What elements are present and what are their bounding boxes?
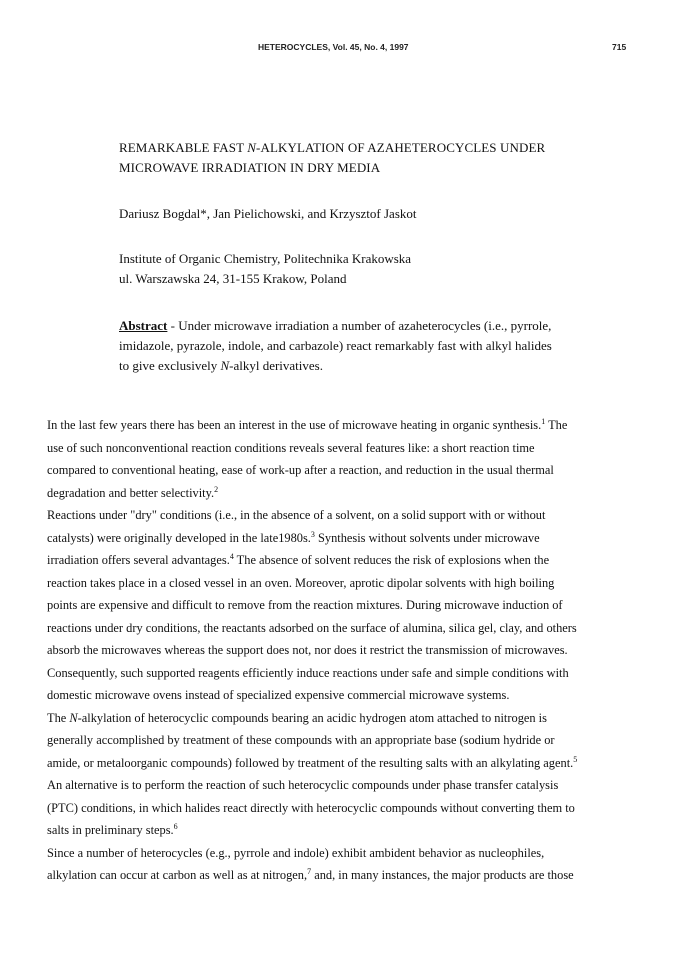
citation-marker: 2 <box>214 484 219 494</box>
running-header <box>0 42 688 58</box>
abstract-line-3: to give exclusively N-alkyl derivatives. <box>119 358 323 373</box>
body-line: degradation and better selectivity.$^2$ <box>47 484 219 500</box>
body-line: alkylation can occur at carbon as well as at nitrogen,$^7$ and, in many instances, the major products are those <box>47 866 574 882</box>
abstract <box>119 316 619 376</box>
journal-citation: HETEROCYCLES, Vol. 45, No. 4, 1997 <box>258 42 409 52</box>
body-line: Consequently, such supported reagents efficiently induce reactions under safe and simple conditions with <box>47 665 569 680</box>
body-line: Reactions under "dry" conditions (i.e., in the absence of a solvent, on a solid support with or without <box>47 508 546 522</box>
body-line: reaction takes place in a closed vessel in an oven. Moreover, aprotic dipolar solvents with high boiling <box>47 575 555 590</box>
body-line: domestic microwave ovens instead of specialized expensive commercial microwave systems. <box>47 688 510 702</box>
body-line: Since a number of heterocycles (e.g., pyrrole and indole) exhibit ambident behavior as nucleophiles, <box>47 845 545 860</box>
title-line-2: MICROWAVE IRRADIATION IN DRY MEDIA <box>119 160 381 175</box>
citation-marker: 4 <box>229 551 234 561</box>
citation-marker: 3 <box>310 529 315 539</box>
abstract-label: Abstract <box>119 318 168 333</box>
body-line: reactions under dry conditions, the reactants adsorbed on the surface of alumina, silica gel, clay, and others <box>47 620 577 635</box>
body-line: generally accomplished by treatment of these compounds with an appropriate base (sodium hydride or <box>47 733 555 747</box>
body-line: The N-alkylation of heterocyclic compounds bearing an acidic hydrogen atom attached to nitrogen is <box>47 710 547 725</box>
body-line: In the last few years there has been an interest in the use of microwave heating in organic synthesis.$^1$ The <box>47 416 568 432</box>
body-line: salts in preliminary steps.$^6$ <box>47 821 178 837</box>
body-text <box>47 414 647 887</box>
body-line: irradiation offers several advantages.$^4$ The absence of solvent reduces the risk of explosions when the <box>47 551 550 567</box>
body-line: use of such nonconventional reaction conditions reveals several features like: a short reaction time <box>47 440 535 455</box>
citation-marker: 7 <box>307 866 312 876</box>
citation-marker: 5 <box>573 754 578 764</box>
abstract-line-1: Abstract - Under microwave irradiation a number of azaheterocycles (i.e., pyrrole, <box>119 318 552 333</box>
citation-marker: 1 <box>541 416 546 426</box>
body-line: amide, or metaloorganic compounds) followed by treatment of the resulting salts with an alkylating agent.$^5$ <box>47 754 578 770</box>
affiliation <box>119 249 411 289</box>
body-line: (PTC) conditions, in which halides react directly with heterocyclic compounds without converting them to <box>47 800 575 815</box>
title-line-1: REMARKABLE FAST N-ALKYLATION OF AZAHETEROCYCLES UNDER <box>119 140 546 155</box>
body-line: catalysts) were originally developed in the late1980s.$^3$ Synthesis without solvents under microwave <box>47 529 540 545</box>
body-line: points are expensive and difficult to remove from the reaction mixtures. During microwave induction of <box>47 598 563 612</box>
body-line: absorb the microwaves whereas the support does not, nor does it restrict the transmission of microwaves. <box>47 643 568 657</box>
affiliation-line-1: Institute of Organic Chemistry, Politechnika Krakowska <box>119 251 412 266</box>
paper-title <box>119 138 589 178</box>
body-line: An alternative is to perform the reaction of such heterocyclic compounds under phase transfer catalysis <box>47 778 559 792</box>
abstract-line-2: imidazole, pyrazole, indole, and carbazole) react remarkably fast with alkyl halides <box>119 338 552 353</box>
author-list: Dariusz Bogdal*, Jan Pielichowski, and Krzysztof Jaskot <box>119 206 417 221</box>
citation-marker: 6 <box>173 821 178 831</box>
affiliation-line-2: ul. Warszawska 24, 31-155 Krakow, Poland <box>119 271 347 286</box>
page-number: 715 <box>612 42 627 52</box>
body-line: compared to conventional heating, ease of work-up after a reaction, and reduction in the usual thermal <box>47 463 554 477</box>
